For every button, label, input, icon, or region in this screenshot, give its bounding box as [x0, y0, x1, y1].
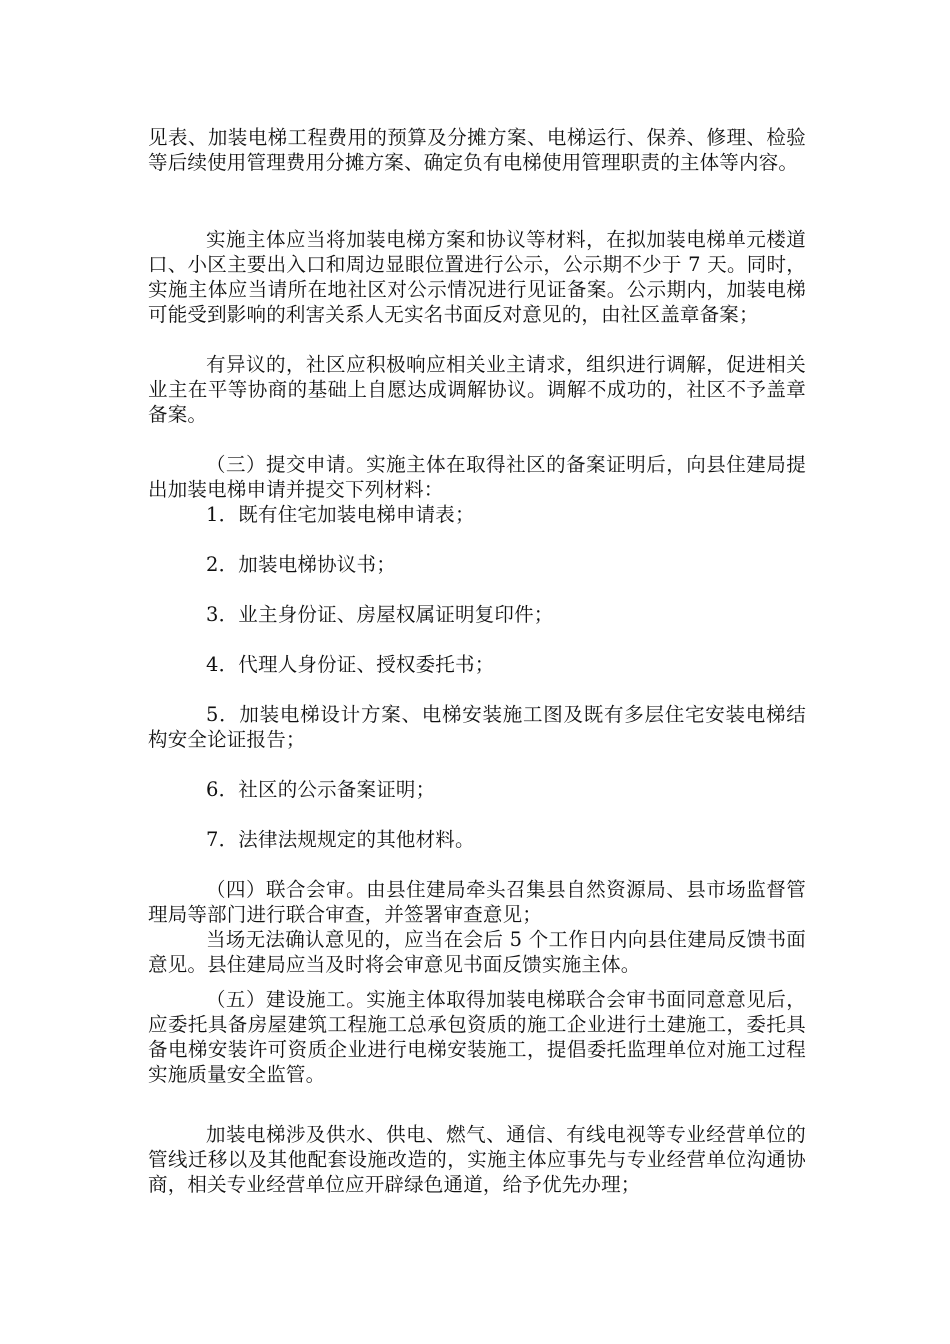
paragraph-submit-application: （三）提交申请。实施主体在取得社区的备案证明后，向县住建局提出加装电梯申请并提交下列材料：	[148, 453, 806, 501]
list-item-1: 1．既有住宅加装电梯申请表；	[206, 503, 475, 526]
list-item-5: 5．加装电梯设计方案、电梯安装施工图及既有多层住宅安装电梯结构安全论证报告；	[148, 703, 806, 751]
paragraph-cost-allocation: 见表、加装电梯工程费用的预算及分摊方案、电梯运行、保养、修理、检验等后续使用管理费用分摊方案、确定负有电梯使用管理职责的主体等内容。	[148, 126, 806, 174]
paragraph-publicity: 实施主体应当将加装电梯方案和协议等材料，在拟加装电梯单元楼道口、小区主要出入口和周边显眼位置进行公示，公示期不少于 7 天。同时，实施主体应当请所在地社区对公示情况进行见证备案。公示期内，加装电梯可能受到影响的利害关系人无实名书面反对意见的，由社区盖章备案；	[148, 228, 806, 326]
paragraph-feedback: 当场无法确认意见的，应当在会后 5 个工作日内向县住建局反馈书面意见。县住建局应当及时将会审意见书面反馈实施主体。	[148, 928, 806, 976]
list-item-2: 2．加装电梯协议书；	[206, 553, 396, 576]
paragraph-construction: （五）建设施工。实施主体取得加装电梯联合会审书面同意意见后，应委托具备房屋建筑工程施工总承包资质的施工企业进行土建施工，委托具备电梯安装许可资质企业进行电梯安装施工，提倡委托监理单位对施工过程实施质量安全监管。	[148, 988, 806, 1086]
list-item-4: 4．代理人身份证、授权委托书；	[206, 653, 495, 676]
list-item-3: 3．业主身份证、房屋权属证明复印件；	[206, 603, 554, 626]
list-item-7: 7．法律法规规定的其他材料。	[206, 828, 475, 851]
paragraph-objection: 有异议的，社区应积极响应相关业主请求，组织进行调解，促进相关业主在平等协商的基础上自愿达成调解协议。调解不成功的，社区不予盖章备案。	[148, 353, 806, 426]
list-item-6: 6．社区的公示备案证明；	[206, 778, 436, 801]
paragraph-joint-review: （四）联合会审。由县住建局牵头召集县自然资源局、县市场监督管理局等部门进行联合审查，并签署审查意见；	[148, 878, 806, 926]
paragraph-utility-relocation: 加装电梯涉及供水、供电、燃气、通信、有线电视等专业经营单位的管线迁移以及其他配套设施改造的，实施主体应事先与专业经营单位沟通协商，相关专业经营单位应开辟绿色通道，给予优先办理；	[148, 1123, 806, 1196]
